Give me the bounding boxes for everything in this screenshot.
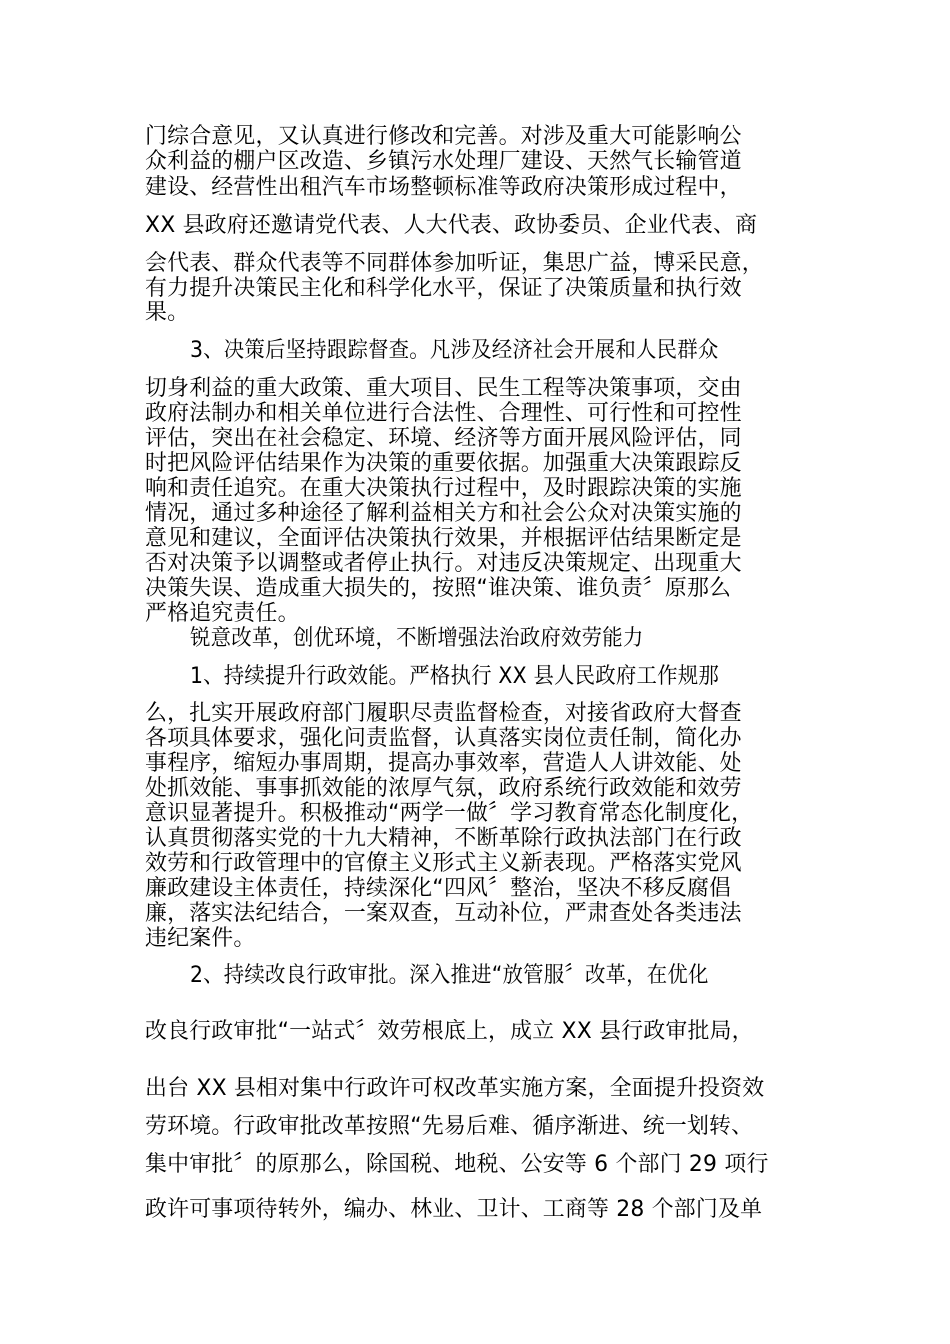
text-line: 时把风险评估结果作为决策的重要依据。加强重大决策跟踪反 xyxy=(145,451,742,476)
text-line: 事程序，缩短办事周期，提高办事效率，营造人人讲效能、处 xyxy=(145,751,742,776)
text-line: 政许可事项待转外，编办、林业、卫计、工商等 28 个部门及单 xyxy=(145,1197,763,1222)
text-line: 严格追究责任。 xyxy=(145,601,300,626)
section-heading: 锐意改革，创优环境，不断增强法治政府效劳能力 xyxy=(190,626,644,651)
text-line: 有力提升决策民主化和科学化水平，保证了决策质量和执行效 xyxy=(145,276,742,301)
text-line: 建设、经营性出租汽车市场整顿标准等政府决策形成过程中， xyxy=(145,175,742,200)
paragraph-first-line: 1、持续提升行政效能。严格执行 XX 县人民政府工作规那 xyxy=(190,664,719,689)
text-line: 否对决策予以调整或者停止执行。对违反决策规定、出现重大 xyxy=(145,551,742,576)
text-line: 认真贯彻落实党的十九大精神，不断革除行政执法部门在行政 xyxy=(145,826,742,851)
text-line: 效劳和行政管理中的官僚主义形式主义新表现。严格落实党风 xyxy=(145,851,742,876)
text-line: 决策失误、造成重大损失的，按照“谁决策、谁负责〞原那么 xyxy=(145,576,732,601)
text-line: 劳环境。行政审批改革按照“先易后难、循序渐进、统一划转、 xyxy=(145,1114,754,1139)
text-line: 果。 xyxy=(145,300,190,325)
text-line: 改良行政审批“一站式〞效劳根底上，成立 XX 县行政审批局， xyxy=(145,1019,754,1044)
text-line: 门综合意见，又认真进行修改和完善。对涉及重大可能影响公 xyxy=(145,124,742,149)
text-line: 政府法制办和相关单位进行合法性、合理性、可行性和可控性 xyxy=(145,401,742,426)
text-line: 情况，通过多种途径了解利益相关方和社会公众对决策实施的 xyxy=(145,501,742,526)
text-line: 廉政建设主体责任，持续深化“四风〞整治，坚决不移反腐倡 xyxy=(145,876,732,901)
text-line: 意见和建议，全面评估决策执行效果，并根据评估结果断定是 xyxy=(145,526,742,551)
paragraph-first-line: 3、决策后坚持跟踪督查。凡涉及经济社会开展和人民群众 xyxy=(190,338,719,363)
paragraph-first-line: 2、持续改良行政审批。深入推进“放管服〞改革，在优化 xyxy=(190,963,709,988)
text-line: 切身利益的重大政策、重大项目、民生工程等决策事项，交由 xyxy=(145,376,742,401)
text-line: 集中审批〞的原那么，除国税、地税、公安等 6 个部门 29 项行 xyxy=(145,1152,769,1177)
text-line: 廉，落实法纪结合，一案双查，互动补位，严肃查处各类违法 xyxy=(145,901,742,926)
text-line: 响和责任追究。在重大决策执行过程中，及时跟踪决策的实施 xyxy=(145,476,742,501)
text-line: 评估，突出在社会稳定、环境、经济等方面开展风险评估，同 xyxy=(145,426,742,451)
text-line: 处抓效能、事事抓效能的浓厚气氛，政府系统行政效能和效劳 xyxy=(145,776,742,801)
text-line: 意识显著提升。积极推动“两学一做〞学习教育常态化制度化， xyxy=(145,801,754,826)
text-line: 各项具体要求，强化问责监督，认真落实岗位责任制，简化办 xyxy=(145,726,742,751)
text-line: 违纪案件。 xyxy=(145,926,256,951)
text-line: 么，扎实开展政府部门履职尽责监督检查，对接省政府大督查 xyxy=(145,701,742,726)
text-line: 会代表、群众代表等不同群体参加听证，集思广益，博采民意， xyxy=(145,251,764,276)
text-line: 众利益的棚户区改造、乡镇污水处理厂建设、天然气长输管道 xyxy=(145,149,742,174)
text-line: 出台 XX 县相对集中行政许可权改革实施方案，全面提升投资效 xyxy=(145,1076,765,1101)
text-line: XX 县政府还邀请党代表、人大代表、政协委员、企业代表、商 xyxy=(145,213,758,238)
